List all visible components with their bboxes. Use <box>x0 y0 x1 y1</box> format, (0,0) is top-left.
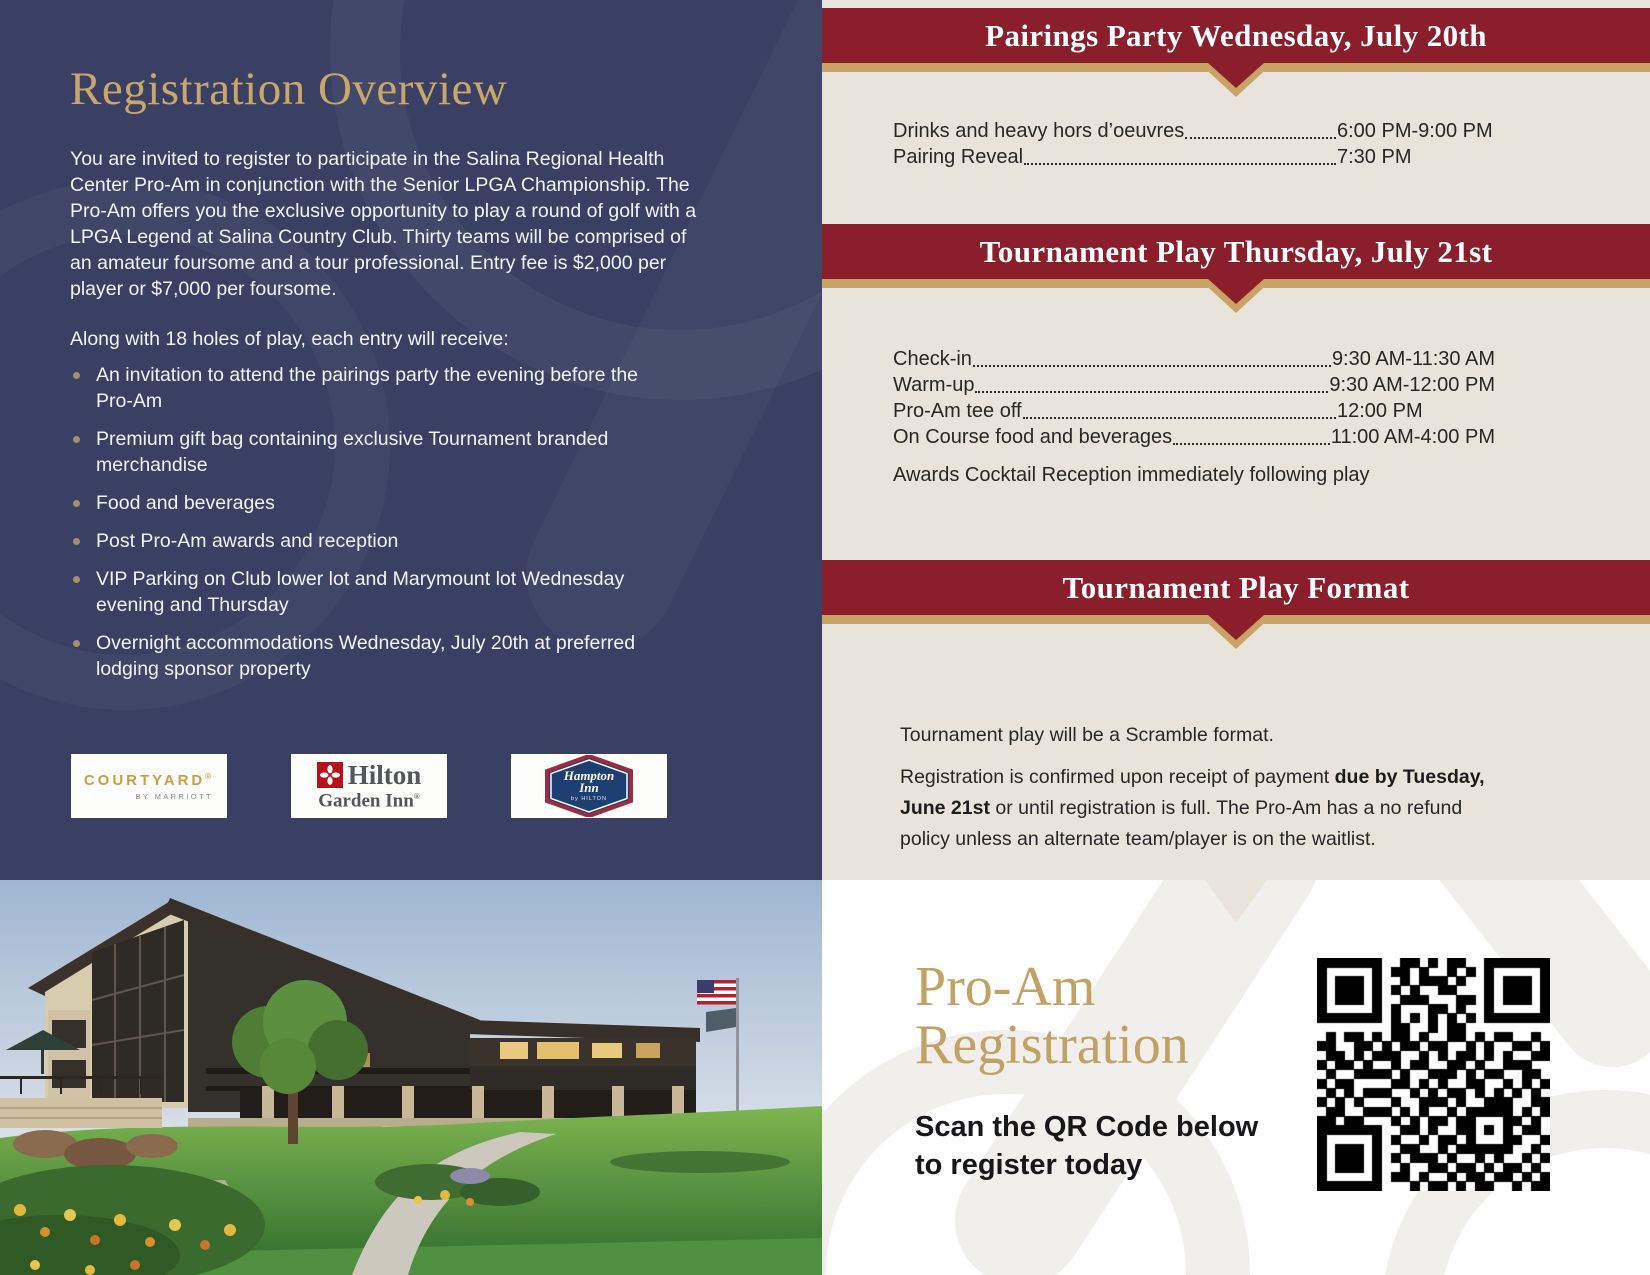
schedule-time: 12:00 PM <box>1337 400 1423 422</box>
hampton-inn-logo <box>511 754 667 818</box>
schedule-label: Check-in <box>893 348 972 370</box>
courtyard-marriott-logo <box>71 754 227 818</box>
registration-cta-panel <box>822 880 1650 1275</box>
dotted-leader <box>1023 417 1336 419</box>
registration-overview-panel <box>0 0 822 880</box>
list-item: VIP Parking on Club lower lot and Marymount lot Wednesday evening and Thursday <box>70 566 674 618</box>
by-hilton-label: by HILTON <box>571 796 607 802</box>
schedule-row <box>893 346 1495 372</box>
schedule-time: 11:00 AM-4:00 PM <box>1330 426 1495 448</box>
benefits-list <box>70 362 674 694</box>
awards-reception-note: Awards Cocktail Reception immediately following play <box>893 464 1370 486</box>
dotted-leader <box>1185 137 1336 139</box>
format-text: or until registration is full. The Pro-Am has a no refund policy unless an alternate team/player is on the waitlist. <box>900 797 1463 850</box>
section-title: Pairings Party Wednesday, July 20th <box>985 17 1487 53</box>
qr-code <box>1317 958 1550 1191</box>
schedule-row <box>893 372 1495 398</box>
inn-script: Inn <box>579 780 599 795</box>
schedule-row <box>893 118 1495 144</box>
schedule-row <box>893 398 1495 424</box>
scan-instruction-line2: to register today <box>915 1149 1143 1181</box>
lodging-sponsor-logos <box>71 754 667 818</box>
tournament-day-schedule <box>893 346 1495 487</box>
by-marriott-label: BY MARRIOTT <box>135 791 213 801</box>
dotted-leader <box>1024 163 1336 165</box>
section-banner-play-format <box>822 560 1650 624</box>
intro-paragraph: You are invited to register to participate in the Salina Regional Health Center Pro-Am in conjunction with the Senior LPGA Championship. The Pro-Am offers you the exclusive opportunity to play a round of golf with a LPGA Legend at Salina Country Club. Thirty teams will be comprised of an amateur foursome and a tour professional. Entry fee is $2,000 per player or $7,000 per foursome. <box>70 148 697 300</box>
list-item: Overnight accommodations Wednesday, July 20th at preferred lodging sponsor property <box>70 630 674 682</box>
schedule-row <box>893 144 1495 170</box>
scan-instruction-line1: Scan the QR Code below <box>915 1111 1259 1143</box>
list-item: Food and beverages <box>70 490 674 516</box>
courtyard-wordmark: COURTYARD <box>83 771 206 789</box>
hampton-script: Hampton <box>563 768 615 783</box>
scan-instruction <box>915 1108 1258 1184</box>
garden-inn-label: Garden Inn <box>318 790 414 812</box>
format-line: Tournament play will be a Scramble format. <box>900 724 1274 746</box>
schedule-label: On Course food and beverages <box>893 426 1173 448</box>
format-text: Registration is confirmed upon receipt of payment <box>900 766 1335 788</box>
hilton-garden-inn-logo <box>291 754 447 818</box>
registration-title <box>915 958 1189 1074</box>
cream-chevron <box>1205 880 1267 923</box>
list-item: Post Pro-Am awards and reception <box>70 528 674 554</box>
registered-mark: ® <box>413 791 420 801</box>
schedule-label: Drinks and heavy hors d’oeuvres <box>893 120 1185 142</box>
schedule-label: Pairing Reveal <box>893 146 1024 168</box>
us-flag <box>697 980 736 1005</box>
schedule-panel <box>822 0 1650 880</box>
dotted-leader <box>975 391 1328 393</box>
section-banner-pairings-party <box>822 8 1650 72</box>
schedule-time: 7:30 PM <box>1337 146 1412 168</box>
registration-title-line1: Pro-Am <box>915 956 1096 1018</box>
hilton-wordmark: Hilton <box>347 759 422 790</box>
schedule-time: 9:30 AM-12:00 PM <box>1329 374 1495 396</box>
dotted-leader <box>1173 443 1330 445</box>
schedule-time: 9:30 AM-11:30 AM <box>1331 348 1495 370</box>
schedule-label: Pro-Am tee off <box>893 400 1022 422</box>
clubhouse-photo-illustration <box>0 880 822 1275</box>
registration-title-line2: Registration <box>915 1014 1189 1076</box>
benefits-intro: Along with 18 holes of play, each entry will receive: <box>70 328 509 350</box>
payment-deadline: due by Tuesday, June 21st <box>900 766 1485 819</box>
list-item: Premium gift bag containing exclusive Tournament branded merchandise <box>70 426 674 478</box>
pairings-party-schedule <box>893 118 1495 170</box>
format-paragraph <box>900 762 1516 855</box>
registered-mark: ® <box>205 771 215 781</box>
dotted-leader <box>973 365 1331 367</box>
swirl-decoration <box>930 880 1344 1275</box>
hilton-garden-inn-flower-icon <box>317 762 343 788</box>
section-banner-tournament-play <box>822 224 1650 288</box>
section-title: Tournament Play Thursday, July 21st <box>979 233 1493 269</box>
page-title: Registration Overview <box>70 63 508 115</box>
schedule-row <box>893 424 1495 450</box>
schedule-time: 6:00 PM-9:00 PM <box>1337 120 1493 142</box>
list-item: An invitation to attend the pairings party the evening before the Pro-Am <box>70 362 674 414</box>
section-title: Tournament Play Format <box>1062 569 1410 605</box>
clubhouse-photo <box>0 880 822 1275</box>
schedule-label: Warm-up <box>893 374 975 396</box>
